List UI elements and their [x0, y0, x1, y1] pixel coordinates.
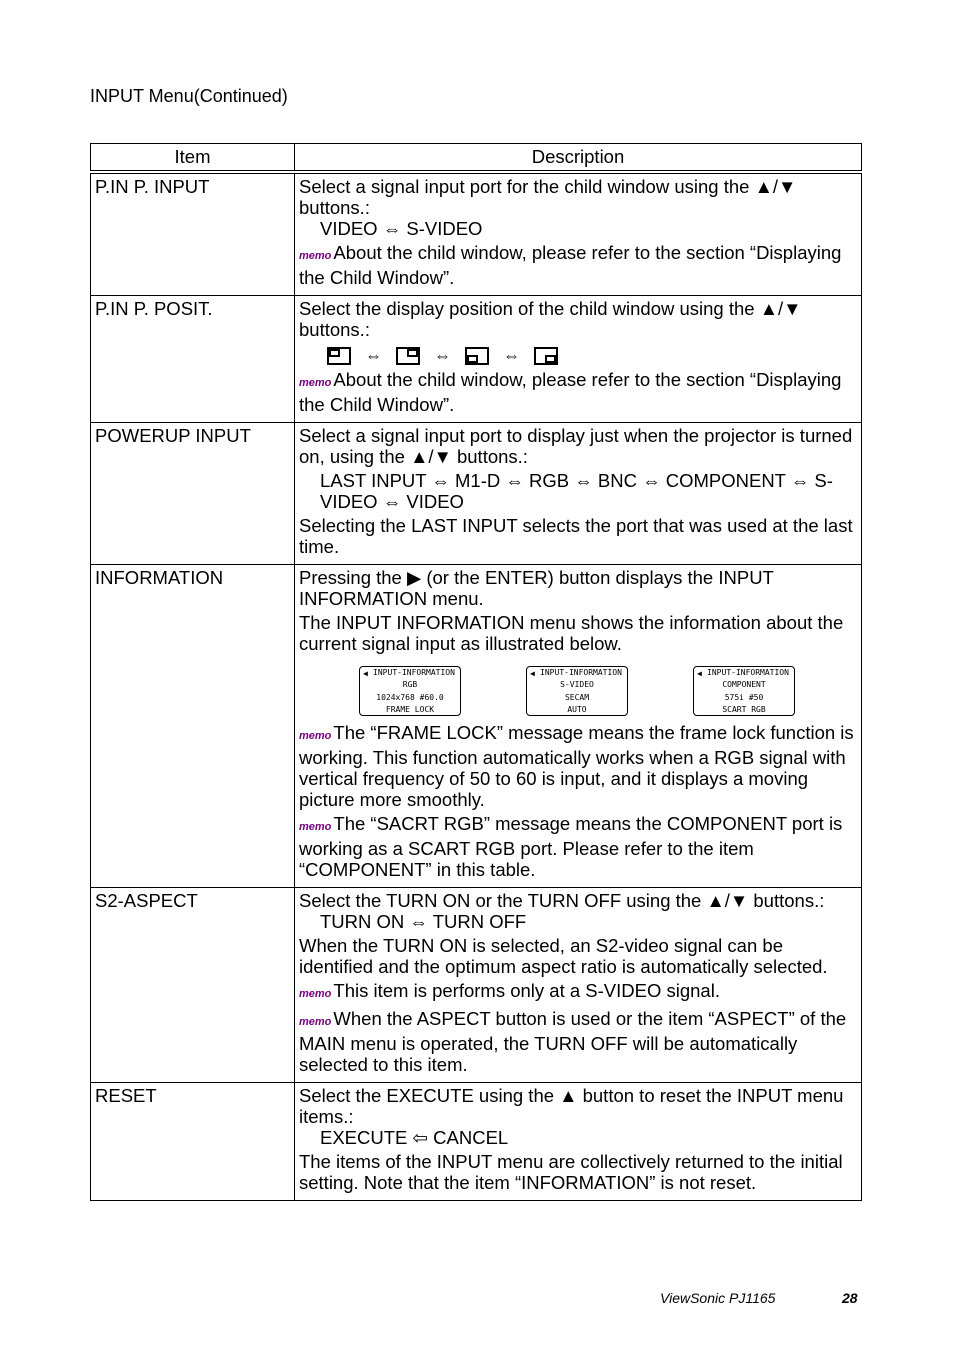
memo-icon: memo	[299, 821, 332, 833]
description-cell	[295, 888, 862, 1083]
bottom-right-icon	[534, 347, 558, 365]
description-cell	[295, 1083, 862, 1201]
bidirectional-arrow-icon: ⇔	[434, 346, 451, 365]
osd-info-box	[693, 666, 795, 716]
item-cell: P.IN P. POSIT.	[91, 296, 295, 423]
description-cell	[295, 296, 862, 423]
footer-brand: ViewSonic PJ1165	[660, 1290, 776, 1306]
memo-text: This item is performs only at a S-VIDEO signal.	[333, 980, 720, 1001]
item-cell: RESET	[91, 1083, 295, 1201]
memo-text: About the child window, please refer to the section “Displaying the Child Window”.	[299, 242, 842, 288]
table-row	[91, 172, 862, 296]
osd-line: FRAME LOCK	[385, 704, 435, 714]
description-text: Select a signal input port to display just when the projector is turned on, using the ▲/▼ buttons.:	[299, 425, 853, 467]
description-text: Select the TURN ON or the TURN OFF using the ▲/▼ buttons.:	[299, 890, 825, 911]
choice-text: EXECUTE ⇦ CANCEL	[320, 1127, 509, 1148]
osd-info-box	[359, 666, 461, 716]
column-header-description: Description	[295, 144, 862, 173]
osd-examples	[299, 654, 857, 722]
description-text: Select a signal input port for the child window using the ▲/▼ buttons.:	[299, 176, 797, 218]
osd-line: SECAM	[564, 692, 590, 702]
top-right-icon	[396, 347, 420, 365]
osd-line: COMPONENT	[722, 680, 766, 690]
item-cell: INFORMATION	[91, 565, 295, 888]
memo-text: The “SACRT RGB” message means the COMPONENT port is working as a SCART RGB port. Please refer to the item “COMPONENT” in this table.	[299, 813, 843, 880]
osd-line: S-VIDEO	[560, 680, 594, 690]
description-text: Pressing the ▶ (or the ENTER) button displays the INPUT INFORMATION menu.	[299, 567, 774, 609]
description-text-2: The INPUT INFORMATION menu shows the information about the current signal input as illustrated below.	[299, 612, 844, 654]
input-menu-table	[90, 143, 862, 1201]
memo-note	[299, 813, 857, 880]
table-row	[91, 888, 862, 1083]
osd-line: AUTO	[567, 704, 587, 714]
memo-note	[299, 722, 857, 810]
item-cell: S2-ASPECT	[91, 888, 295, 1083]
memo-icon: memo	[299, 377, 332, 389]
osd-line: RGB	[402, 680, 418, 690]
description-text: Select the display position of the child window using the ▲/▼ buttons.:	[299, 298, 802, 340]
table-row	[91, 423, 862, 565]
memo-text: About the child window, please refer to the section “Displaying the Child Window”.	[299, 369, 842, 415]
memo-text: The “FRAME LOCK” message means the frame lock function is working. This function automatically works when a RGB signal with vertical frequency of 50 to 60 is input, and it displays a moving picture more smoothly.	[299, 722, 854, 810]
choice-text: LAST INPUT ⇔ M1-D ⇔ RGB ⇔ BNC ⇔ COMPONENT ⇔ S-VIDEO ⇔ VIDEO	[320, 470, 833, 512]
left-triangle-icon: ◀	[697, 669, 702, 678]
note-text: Selecting the LAST INPUT selects the port that was used at the last time.	[299, 515, 853, 557]
table-row	[91, 1083, 862, 1201]
choice-text: VIDEO ⇔ S-VIDEO	[320, 218, 483, 239]
choice-text: TURN ON ⇔ TURN OFF	[320, 911, 527, 932]
page-heading: INPUT Menu(Continued)	[90, 86, 288, 106]
memo-note	[299, 1008, 857, 1075]
osd-line: 575i #50	[724, 692, 764, 702]
bidirectional-arrow-icon: ⇔	[365, 346, 382, 365]
page-number: 28	[842, 1290, 858, 1306]
note-text: When the TURN ON is selected, an S2-video signal can be identified and the optimum aspect ratio is automatically selected.	[299, 935, 828, 977]
osd-title: INPUT-INFORMATION	[707, 668, 789, 677]
note-text: The items of the INPUT menu are collectively returned to the initial setting. Note that the item “INFORMATION” is not reset.	[299, 1151, 843, 1193]
memo-icon: memo	[299, 250, 332, 262]
description-cell	[295, 172, 862, 296]
memo-text: When the ASPECT button is used or the item “ASPECT” of the MAIN menu is operated, the TURN OFF will be automatically selected to this item.	[299, 1008, 847, 1075]
memo-note	[299, 242, 857, 288]
column-header-item: Item	[91, 144, 295, 173]
bottom-left-icon	[465, 347, 489, 365]
memo-icon: memo	[299, 1016, 332, 1028]
item-cell: P.IN P. INPUT	[91, 172, 295, 296]
memo-icon: memo	[299, 730, 332, 742]
position-options	[299, 342, 857, 369]
memo-icon: memo	[299, 988, 332, 1000]
table-row	[91, 296, 862, 423]
osd-title: INPUT-INFORMATION	[540, 668, 622, 677]
table-header-row	[91, 144, 862, 173]
top-left-icon	[327, 347, 351, 365]
memo-note	[299, 369, 857, 415]
left-triangle-icon: ◀	[363, 669, 368, 678]
left-triangle-icon: ◀	[530, 669, 535, 678]
item-cell: POWERUP INPUT	[91, 423, 295, 565]
description-cell	[295, 423, 862, 565]
table-row	[91, 565, 862, 888]
description-text: Select the EXECUTE using the ▲ button to reset the INPUT menu items.:	[299, 1085, 844, 1127]
osd-line: SCART RGB	[722, 704, 766, 714]
memo-note	[299, 980, 857, 1005]
osd-line: 1024x768 #60.0	[376, 692, 444, 702]
osd-info-box	[526, 666, 628, 716]
description-cell	[295, 565, 862, 888]
bidirectional-arrow-icon: ⇔	[503, 346, 520, 365]
osd-title: INPUT-INFORMATION	[373, 668, 455, 677]
